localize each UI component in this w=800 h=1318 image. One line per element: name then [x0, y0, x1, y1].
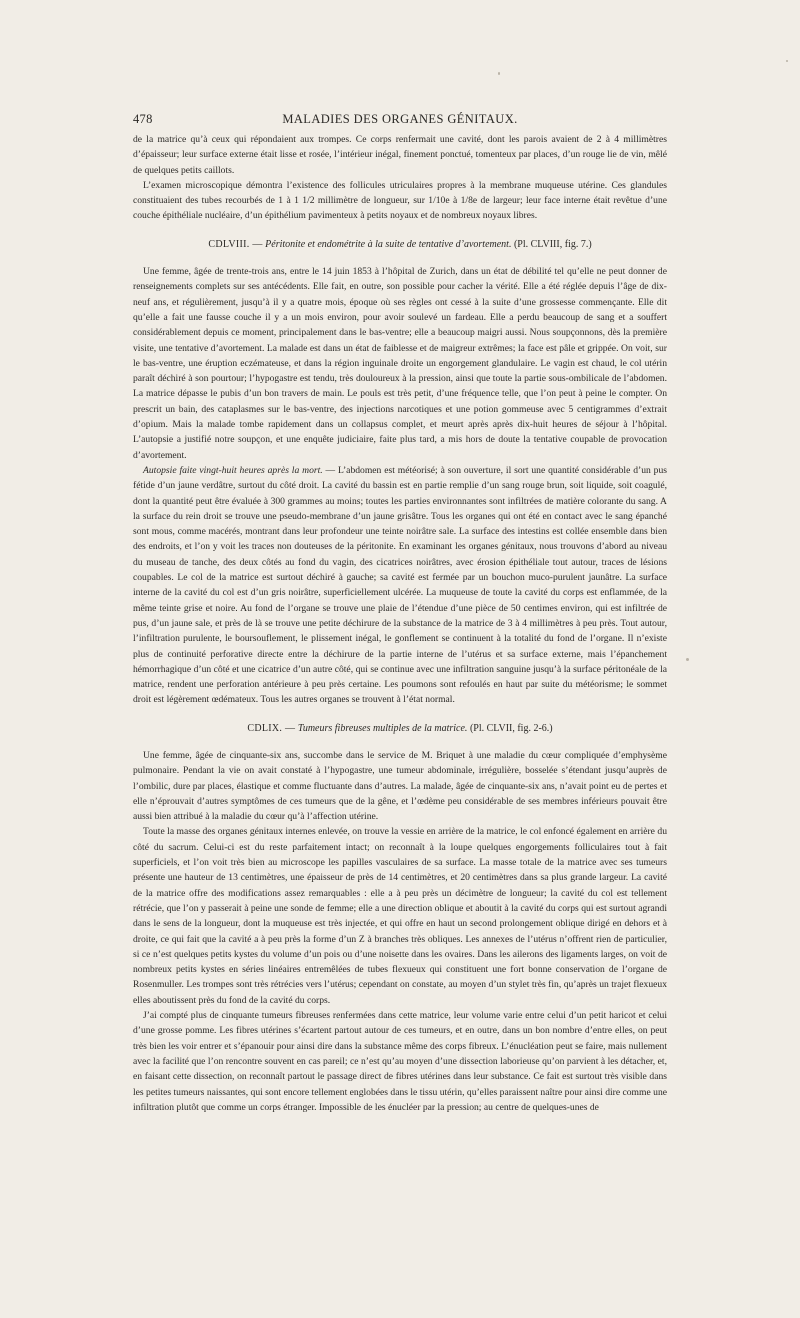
- case-number: CDLIX. —: [247, 722, 296, 734]
- page-number: 478: [133, 112, 153, 126]
- paragraph: Une femme, âgée de trente-trois ans, entre le 14 juin 1853 à l’hôpital de Zurich, dans un état de débilité tel qu’elle ne peut donner de renseignements complets sur ses antécédents. Elle fait, en outre, son possible pour cacher la vérité. Elle a été réglée depuis l’âge de dix-neuf ans, et régulièrement, jusqu’à il y a quatre mois, époque où ses règles ont cessé à la suite d’une grossesse commençante. Elle dit qu’elle a fait une fausse couche il y a un mois environ, pour avoir soulevé un fardeau. Elle a perdu beaucoup de sang et a souffert considérablement depuis ce moment, principalement dans le bas-ventre; elle a beaucoup maigri aussi. Nous soupçonnons, dès la première visite, une tentative d’avortement. La malade est dans un état de faiblesse et de maigreur extrêmes; la face est pâle et grippée. On voit, sur le bas-ventre, une éruption eczémateuse, et dans la région inguinale droite un engorgement glandulaire. Le vagin est chaud, le col utérin paraît déchiré à son pourtour; l’hypogastre est tendu, très douloureux à la pression, ainsi que toute la partie sous-ombilicale de l’abdomen. La matrice dépasse le pubis d’un bon travers de main. Le pouls est très petit, d’une fréquence telle, que l’on peut à peine le compter. On prescrit un bain, des cataplasmes sur le bas-ventre, des injections narcotiques et une potion gommeuse avec 5 centigrammes d’extrait d’opium. Mais la malade tombe rapidement dans un collapsus complet, et meurt après après dix-huit heures de séjour à l’hôpital. L’autopsie a justifié notre soupçon, et une enquête judiciaire, faite plus tard, a mis hors de doute la tentative coupable de provocation d’avortement.: [133, 266, 667, 461]
- autopsy-label: Autopsie faite vingt-huit heures après la mort.: [143, 464, 323, 476]
- paragraph: [133, 463, 667, 708]
- paragraph: de la matrice qu’à ceux qui répondaient aux trompes. Ce corps renfermait une cavité, dont les parois avaient de 2 à 4 millimètres d’épaisseur; leur surface externe était lisse et rosée, l’intérieur inégal, finement ponctué, tomenteux par places, d’un rouge lie de vin, mêlé de quelques petits caillots.: [133, 134, 667, 176]
- paper-speck: [498, 72, 500, 75]
- case-heading: [133, 237, 667, 252]
- text-block: [133, 112, 667, 1115]
- paper-speck: [786, 60, 788, 62]
- paragraph: Toute la masse des organes génitaux internes enlevée, on trouve la vessie en arrière de la matrice, le col enfoncé également en arrière du côté du sacrum. Celui-ci est du reste parfaitement intact; on reconnaît à la loupe quelques engorgements folliculaires tout à fait superficiels, et l’on voit très bien au microscope les papilles vasculaires de sa surface. La masse totale de la matrice avec ses tumeurs présente une hauteur de 13 centimètres, une épaisseur de près de 14 centimètres, et 20 centimètres dans sa plus grande largeur. La cavité de la matrice offre des modifications assez remarquables : elle a à peu près un décimètre de longueur; la cavité du col est tellement rétrécie, que l’on y passerait à peine une sonde de femme; elle a une direction oblique et aboutit à la cavité du corps qui est surtout agrandi dans le sens de la longueur, dont la muqueuse est très injectée, et qui offre en haut un second prolongement oblique dirigé en dehors et à droite, ce qui fait que la cavité a à peu près la forme d’un Z à branches très obliques. Les annexes de l’utérus n’offrent rien de particulier, si ce n’est quelques petits kystes du volume d’un pois ou d’une noisette dans les ovaires. Dans les ailerons des ligaments larges, on voit de nombreux petits kystes en séries linéaires entremêlées de tubes flexueux qui constituent une fort bonne conservation de l’organe de Rosenmuller. Les trompes sont très rétrécies vers l’utérus; cependant on constate, au moyen d’un stylet très fin, qu’après un trajet flexueux elles aboutissent près du fond de la cavité du corps.: [133, 826, 667, 1006]
- running-title: MALADIES DES ORGANES GÉNITAUX.: [282, 112, 518, 126]
- running-head: [133, 112, 667, 132]
- paragraph-body: — L’abdomen est météorisé; à son ouverture, il sort une quantité considérable d’un pus fétide d’un jaune verdâtre, surtout du côté droit. La cavité du bassin est en partie remplie d’un sang rouge brun, soit liquide, soit coagulé, dont la quantité peut être évaluée à 300 grammes au moins; toutes les parties environnantes sont infiltrées de matière colorante du sang. A la surface du rein droit se trouve une pseudo-membrane d’un jaune grisâtre. Tous les organes qui ont été en contact avec le sang épanché sont mous, comme macérés, montrant dans leur profondeur une teinte noirâtre sale. La surface des intestins est collée ensemble dans bien des endroits, et l’on y voit les traces non douteuses de la péritonite. En examinant les organes génitaux, nous trouvons d’abord au niveau du museau de tanche, des deux côtés au fond du vagin, des cicatrices noirâtres, avec érosion épithéliale tout autour, traces de lésions coupables. Le col de la matrice est surtout déchiré à gauche; sa cavité est fermée par un bouchon muco-purulent jaunâtre. La surface interne de la cavité du col est d’un gris noirâtre, superficiellement ulcérée. La muqueuse de toute la cavité du corps est enflammée, de la même teinte grise et noire. Au fond de l’organe se trouve une plaie de l’étendue d’une pièce de 50 centimes environ, qui est infiltrée de pus, d’un jaune sale, et près de là se trouve une petite déchirure de la substance de la matrice de 3 à 4 millimètres à peu près. Tout autour, l’infiltration purulente, le boursouflement, le plissement inégal, le gonflement se continuent à la totalité du fond de l’organe. Il n’existe plus de continuité perforative directe entre la déchirure de la partie interne de l’utérus et sa surface externe, mais l’épanchement hémorrhagique d’un côté et une cicatrice d’un autre côté, qui se continue avec une infiltration sanguine jusqu’à la surface péritonéale de la matrice, rendent une perforation antérieure à peu près certaine. Les poumons sont refoulés en haut par suite du météorisme; le sommet droit est légèrement œdémateux. Tous les autres organes se trouvent à l’état normal.: [133, 464, 668, 706]
- case-heading: [133, 721, 667, 736]
- paragraph: Une femme, âgée de cinquante-six ans, succombe dans le service de M. Briquet à une maladie du cœur compliquée d’emphysème pulmonaire. Pendant la vie on avait constaté à l’hypogastre, une tumeur abdominale, irrégulière, bosselée s’étendant jusqu’auprès de l’ombilic, dure par places, élastique et comme fluctuante dans d’autres. La malade, âgée de cinquante-six ans, n’avait point eu de pertes et elle n’éprouvait d’autres symptômes de ces tumeurs que de la gêne, et l’œdème peu considérable de ses membres inférieurs pouvait être aussi bien attribué à la maladie du cœur qu’à l’affection utérine.: [133, 749, 667, 823]
- plate-reference: (Pl. CLVIII, fig. 7.): [513, 238, 592, 250]
- paragraph: J’ai compté plus de cinquante tumeurs fibreuses renfermées dans cette matrice, leur volume varie entre celui d’un petit haricot et celui d’une grosse pomme. Les fibres utérines s’écartent partout autour de ces tumeurs, et en outre, dans un bon nombre d’entre elles, on peut très bien les voir entrer et s’épanouir pour ainsi dire dans la substance même des corps fibreux. L’énucléation peut se faire, mais nullement avec la facilité que l’on rencontre souvent en cas pareil; ce n’est qu’au moyen d’une dissection laborieuse qu’on parvient à les détacher, et, en faisant cette dissection, on reconnaît partout le passage direct de fibres utérines dans leur substance. Ce fait est surtout très visible dans les petites tumeurs naissantes, qui sont encore tellement englobées dans le tissu utérin, qu’elles paraissent naître pour ainsi dire comme une infiltration plutôt que comme un corps étranger. Impossible de les énucléer par la pression; au centre de quelques-unes de: [133, 1010, 667, 1113]
- plate-reference: (Pl. CLVII, fig. 2-6.): [469, 722, 553, 734]
- case-title: Tumeurs fibreuses multiples de la matrice.: [297, 722, 468, 734]
- case-number: CDLVIII. —: [208, 238, 263, 250]
- case-title: Péritonite et endométrite à la suite de tentative d’avortement.: [265, 238, 512, 250]
- paper-speck: [686, 658, 689, 661]
- paragraph: L’examen microscopique démontra l’existence des follicules utriculaires propres à la membrane muqueuse utérine. Ces glandules constituaient des tubes recourbés de 1 à 1 1/2 millimètre de longueur, sur 1/10e à 1/8e de largeur; leur face interne était revêtue d’une couche épithéliale nucléaire, d’un épithélium pavimenteux à petits noyaux et de nombreux noyaux libres.: [133, 179, 667, 222]
